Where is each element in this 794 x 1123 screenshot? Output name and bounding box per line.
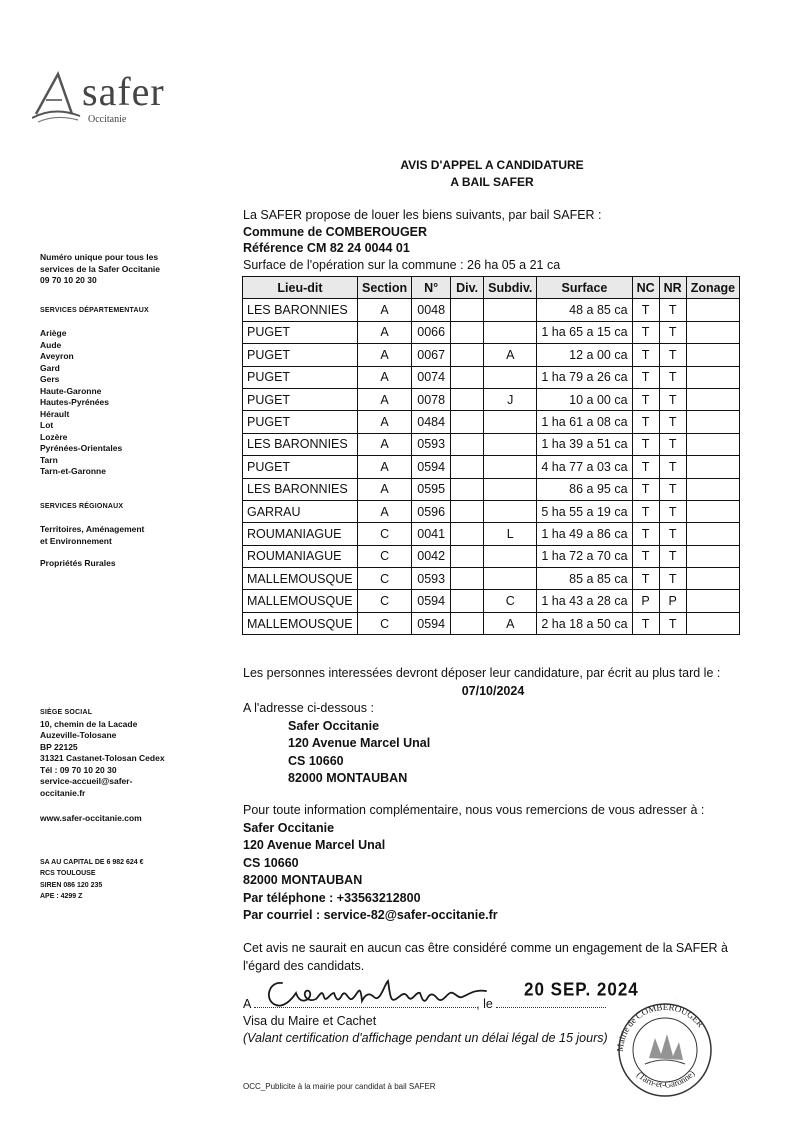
cell-div	[451, 299, 484, 321]
cell-section: C	[358, 612, 412, 634]
cell-lieu-dit: PUGET	[243, 388, 358, 410]
cell-numero: 0593	[412, 433, 451, 455]
regional-service-item: Propriétés Rurales	[40, 558, 116, 568]
cell-lieu-dit: LES BARONNIES	[243, 299, 358, 321]
table-row	[243, 411, 740, 433]
cell-numero: 0484	[412, 411, 451, 433]
cell-nr: T	[659, 523, 686, 545]
regional-service-item: Territoires, Aménagement	[40, 524, 145, 534]
cell-section: A	[358, 388, 412, 410]
cell-lieu-dit: ROUMANIAGUE	[243, 523, 358, 545]
cell-numero: 0042	[412, 545, 451, 567]
cell-numero: 0593	[412, 568, 451, 590]
footer-reference: OCC_Publicite à la mairie pour candidat à bail SAFER	[243, 1082, 436, 1091]
col-header-numero: N°	[412, 277, 451, 299]
cell-nr: T	[659, 545, 686, 567]
department-item: Gard	[40, 362, 60, 373]
reference-number: Référence CM 82 24 0044 01	[243, 241, 410, 255]
cell-zonage	[686, 523, 739, 545]
cell-numero: 0595	[412, 478, 451, 500]
legal-ape: APE : 4299 Z	[40, 893, 83, 900]
department-item: Tarn	[40, 454, 58, 465]
cell-numero: 0596	[412, 500, 451, 522]
cell-nr: T	[659, 478, 686, 500]
cell-section: A	[358, 411, 412, 433]
col-header-nc: NC	[632, 277, 659, 299]
visa-label: Visa du Maire et Cachet	[243, 1014, 377, 1028]
cell-nr: T	[659, 456, 686, 478]
legal-rcs: RCS TOULOUSE	[40, 870, 96, 877]
cell-nr: T	[659, 568, 686, 590]
contact-block	[243, 802, 704, 925]
cell-div	[451, 545, 484, 567]
cell-div	[451, 500, 484, 522]
department-item: Lot	[40, 420, 54, 430]
head-office-title: SIÈGE SOCIAL	[40, 709, 93, 716]
cell-nc: T	[632, 500, 659, 522]
cell-lieu-dit: GARRAU	[243, 500, 358, 522]
address-line: Safer Occitanie	[288, 718, 380, 733]
col-header-lieu-dit: Lieu-dit	[243, 277, 358, 299]
cell-div	[451, 590, 484, 612]
contact-line: Safer Occitanie	[243, 820, 335, 835]
col-header-zonage: Zonage	[686, 277, 739, 299]
table-row	[243, 523, 740, 545]
disclaimer	[243, 940, 728, 975]
website-link[interactable]: www.safer-occitanie.com	[40, 813, 142, 823]
address-intro: A l'adresse ci-dessous :	[243, 701, 374, 715]
cell-div	[451, 411, 484, 433]
col-header-nr: NR	[659, 277, 686, 299]
cell-nr: T	[659, 321, 686, 343]
deadline-text: Les personnes interessées devront déposer leur candidature, par écrit au plus tard le :	[243, 666, 721, 680]
department-item: Pyrénées-Orientales	[40, 443, 123, 453]
cell-subdiv: A	[484, 344, 537, 366]
cell-subdiv	[484, 545, 537, 567]
legal-capital	[40, 857, 190, 869]
cell-surface: 5 ha 55 a 19 ca	[537, 500, 632, 522]
cell-numero: 0078	[412, 388, 451, 410]
cell-lieu-dit: PUGET	[243, 321, 358, 343]
contact-phone: Par téléphone : +33563212800	[243, 890, 421, 905]
department-item: Haute-Garonne	[40, 385, 102, 396]
cell-surface: 1 ha 61 a 08 ca	[537, 411, 632, 433]
address-line: 82000 MONTAUBAN	[288, 771, 408, 785]
safer-logo	[32, 70, 182, 130]
address-line: 120 Avenue Marcel Unal	[288, 736, 431, 750]
table-row	[243, 433, 740, 455]
handwritten-signature-icon	[262, 975, 492, 1013]
table-body	[243, 299, 740, 635]
cell-div	[451, 433, 484, 455]
table-row	[243, 545, 740, 567]
cell-zonage	[686, 388, 739, 410]
cell-subdiv: C	[484, 590, 537, 612]
deadline-date: 07/10/2024	[461, 683, 525, 698]
cell-subdiv	[484, 456, 537, 478]
table-row	[243, 590, 740, 612]
cell-surface: 1 ha 79 a 26 ca	[537, 366, 632, 388]
cell-section: A	[358, 500, 412, 522]
cell-lieu-dit: MALLEMOUSQUE	[243, 568, 358, 590]
cell-zonage	[686, 366, 739, 388]
regional-services-title: SERVICES RÉGIONAUX	[40, 502, 124, 510]
cell-zonage	[686, 299, 739, 321]
table-row	[243, 568, 740, 590]
col-header-div: Div.	[451, 277, 484, 299]
cell-nr: T	[659, 299, 686, 321]
cell-surface: 1 ha 65 a 15 ca	[537, 321, 632, 343]
cell-zonage	[686, 545, 739, 567]
cell-nc: T	[632, 388, 659, 410]
regional-service-item: et Environnement	[40, 535, 112, 546]
logo-subtitle: Occitanie	[88, 114, 127, 125]
cell-div	[451, 456, 484, 478]
cell-surface: 1 ha 39 a 51 ca	[537, 433, 632, 455]
head-office-line: occitanie.fr	[40, 787, 86, 798]
department-item: Aveyron	[40, 351, 74, 361]
cell-lieu-dit: MALLEMOUSQUE	[243, 590, 358, 612]
cell-nc: T	[632, 366, 659, 388]
cell-zonage	[686, 411, 739, 433]
cell-nr: T	[659, 612, 686, 634]
table-row	[243, 456, 740, 478]
sidebar	[40, 252, 190, 900]
cell-surface: 48 a 85 ca	[537, 299, 632, 321]
department-item: Tarn-et-Garonne	[40, 466, 106, 476]
seal-top-text: Mairie de COMBEROUGER	[614, 1001, 706, 1053]
cell-lieu-dit: ROUMANIAGUE	[243, 545, 358, 567]
cell-nr: P	[659, 590, 686, 612]
department-item: Gers	[40, 374, 60, 384]
contact-intro: Pour toute information complémentaire, nous vous remercions de vous adresser à :	[243, 803, 705, 817]
cell-section: A	[358, 344, 412, 366]
cell-zonage	[686, 500, 739, 522]
cell-subdiv	[484, 366, 537, 388]
cell-numero: 0048	[412, 299, 451, 321]
col-header-surface: Surface	[537, 277, 632, 299]
cell-nr: T	[659, 366, 686, 388]
cell-lieu-dit: PUGET	[243, 411, 358, 433]
address-line: CS 10660	[288, 753, 344, 768]
cell-lieu-dit: LES BARONNIES	[243, 478, 358, 500]
col-header-subdiv: Subdiv.	[484, 277, 537, 299]
unique-number: 09 70 10 20 30	[40, 275, 97, 285]
unique-number-label-2: services de la Safer Occitanie	[40, 263, 161, 274]
cell-subdiv	[484, 433, 537, 455]
cell-subdiv	[484, 299, 537, 321]
cell-zonage	[686, 568, 739, 590]
cell-nc: P	[632, 590, 659, 612]
disclaimer-line: l'égard des candidats.	[243, 958, 365, 973]
table-row	[243, 299, 740, 321]
cell-zonage	[686, 433, 739, 455]
cell-section: A	[358, 433, 412, 455]
certification-note: (Valant certification d'affichage pendant un délai légal de 15 jours)	[243, 1031, 608, 1045]
cell-zonage	[686, 612, 739, 634]
deadline-block	[243, 665, 743, 788]
seal-bottom-text: (Tarn-et-Garonne)	[634, 1068, 697, 1090]
intro-text: La SAFER propose de louer les biens suivants, par bail SAFER :	[243, 208, 602, 222]
departmental-services-title: SERVICES DÉPARTEMENTAUX	[40, 306, 149, 314]
cell-surface: 10 a 00 ca	[537, 388, 632, 410]
cell-numero: 0074	[412, 366, 451, 388]
cell-div	[451, 568, 484, 590]
table-row	[243, 500, 740, 522]
cell-nr: T	[659, 388, 686, 410]
date-prefix: , le	[476, 997, 493, 1011]
cell-lieu-dit: PUGET	[243, 456, 358, 478]
cell-numero: 0594	[412, 456, 451, 478]
cell-surface: 1 ha 43 a 28 ca	[537, 590, 632, 612]
cell-nc: T	[632, 411, 659, 433]
head-office-line: Auzeville-Tolosane	[40, 730, 117, 740]
cell-subdiv	[484, 568, 537, 590]
cell-zonage	[686, 321, 739, 343]
table-header-row	[243, 277, 740, 299]
cell-nc: T	[632, 523, 659, 545]
cell-surface: 1 ha 49 a 86 ca	[537, 523, 632, 545]
logo-word: safer	[82, 69, 165, 114]
cell-surface: 4 ha 77 a 03 ca	[537, 456, 632, 478]
cell-section: C	[358, 545, 412, 567]
col-header-section: Section	[358, 277, 412, 299]
contact-line: CS 10660	[243, 855, 299, 870]
cell-subdiv: J	[484, 388, 537, 410]
table-row	[243, 388, 740, 410]
department-list	[40, 328, 190, 478]
cell-nc: T	[632, 433, 659, 455]
legal-capital-prefix: SA AU CAPITAL DE	[40, 858, 107, 866]
head-office-line: BP 22125	[40, 741, 78, 752]
contact-line: 82000 MONTAUBAN	[243, 873, 363, 887]
cell-section: C	[358, 568, 412, 590]
cell-div	[451, 366, 484, 388]
contact-line: 120 Avenue Marcel Unal	[243, 838, 386, 852]
cell-lieu-dit: MALLEMOUSQUE	[243, 612, 358, 634]
stamp-date: 20 SEP. 2024	[524, 979, 639, 1000]
surface-total: Surface de l'opération sur la commune : 26 ha 05 a 21 ca	[243, 257, 561, 272]
cell-div	[451, 321, 484, 343]
department-item: Hérault	[40, 408, 70, 419]
cell-lieu-dit: LES BARONNIES	[243, 433, 358, 455]
cell-subdiv: A	[484, 612, 537, 634]
department-item: Hautes-Pyrénées	[40, 397, 109, 407]
cell-nr: T	[659, 433, 686, 455]
table-row	[243, 321, 740, 343]
cell-div	[451, 344, 484, 366]
cell-subdiv	[484, 321, 537, 343]
cell-lieu-dit: PUGET	[243, 344, 358, 366]
disclaimer-line: Cet avis ne saurait en aucun cas être considéré comme un engagement de la SAFER à	[243, 941, 728, 955]
department-item: Ariège	[40, 328, 67, 338]
cell-section: A	[358, 456, 412, 478]
cell-nr: T	[659, 500, 686, 522]
cell-nr: T	[659, 411, 686, 433]
cell-surface: 12 a 00 ca	[537, 344, 632, 366]
place-prefix: A	[243, 997, 251, 1011]
table-row	[243, 612, 740, 634]
contact-email[interactable]: Par courriel : service-82@safer-occitanie.fr	[243, 908, 498, 922]
cell-zonage	[686, 344, 739, 366]
cell-div	[451, 478, 484, 500]
cell-zonage	[686, 478, 739, 500]
cell-nc: T	[632, 344, 659, 366]
unique-number-label: Numéro unique pour tous les	[40, 252, 159, 262]
cell-numero: 0066	[412, 321, 451, 343]
cell-nc: T	[632, 545, 659, 567]
cell-nr: T	[659, 344, 686, 366]
cell-zonage	[686, 590, 739, 612]
table-row	[243, 344, 740, 366]
document-title: AVIS D'APPEL A CANDIDATURE	[400, 158, 584, 172]
cell-zonage	[686, 456, 739, 478]
cell-surface: 2 ha 18 a 50 ca	[537, 612, 632, 634]
cell-surface: 1 ha 72 a 70 ca	[537, 545, 632, 567]
intro-block	[243, 207, 602, 273]
seal-icon	[605, 998, 725, 1098]
cell-subdiv	[484, 500, 537, 522]
cell-numero: 0594	[412, 612, 451, 634]
head-office-line: 10, chemin de la Lacade	[40, 718, 138, 729]
cell-div	[451, 612, 484, 634]
legal-siren: SIREN 086 120 235	[40, 881, 103, 889]
cell-nc: T	[632, 456, 659, 478]
cell-surface: 86 a 95 ca	[537, 478, 632, 500]
cell-numero: 0594	[412, 590, 451, 612]
cell-subdiv: L	[484, 523, 537, 545]
cell-div	[451, 523, 484, 545]
handwritten-place	[262, 975, 492, 1018]
commune-name: Commune de COMBEROUGER	[243, 224, 428, 239]
cell-nc: T	[632, 478, 659, 500]
table-row	[243, 478, 740, 500]
town-hall-seal	[605, 998, 725, 1103]
cell-section: C	[358, 523, 412, 545]
document-subtitle: A BAIL SAFER	[450, 175, 534, 189]
department-item: Aude	[40, 339, 62, 350]
cell-nc: T	[632, 321, 659, 343]
department-item: Lozère	[40, 431, 68, 442]
legal-capital-amount: 6 982 624 €	[106, 858, 144, 866]
cell-subdiv	[484, 478, 537, 500]
table-row	[243, 366, 740, 388]
cell-section: A	[358, 478, 412, 500]
cell-nc: T	[632, 568, 659, 590]
head-office	[40, 707, 190, 903]
cell-numero: 0041	[412, 523, 451, 545]
head-office-line: Tél : 09 70 10 20 30	[40, 764, 117, 775]
cell-section: A	[358, 321, 412, 343]
cell-section: C	[358, 590, 412, 612]
cell-nc: T	[632, 299, 659, 321]
head-office-line: service-accueil@safer-	[40, 776, 133, 786]
cell-numero: 0067	[412, 344, 451, 366]
head-office-line: 31321 Castanet-Tolosan Cedex	[40, 753, 165, 763]
cell-surface: 85 a 85 ca	[537, 568, 632, 590]
parcels-table	[242, 276, 740, 635]
cell-section: A	[358, 299, 412, 321]
cell-div	[451, 388, 484, 410]
safer-logo-mark-icon	[32, 70, 84, 130]
cell-subdiv	[484, 411, 537, 433]
cell-nc: T	[632, 612, 659, 634]
cell-lieu-dit: PUGET	[243, 366, 358, 388]
cell-section: A	[358, 366, 412, 388]
